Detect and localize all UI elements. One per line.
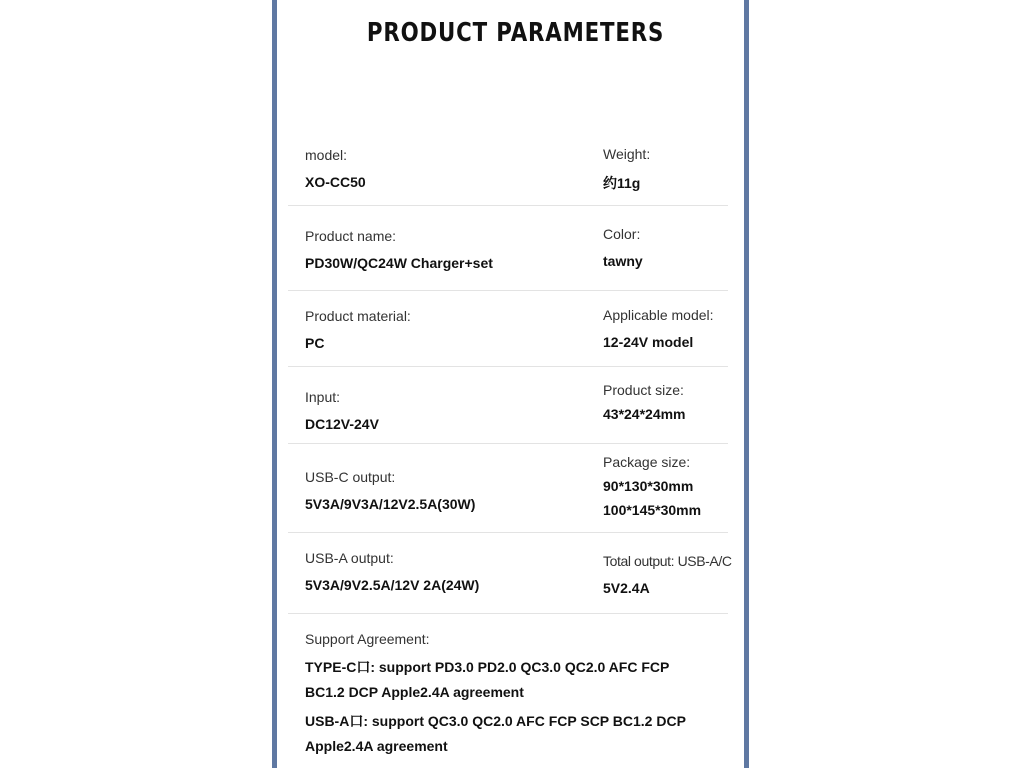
row-divider xyxy=(288,290,728,291)
support-line-type-c: TYPE-C口: support PD3.0 PD2.0 QC3.0 QC2.0 AFC FCP xyxy=(305,659,670,675)
product-material-value: PC xyxy=(305,335,325,351)
support-line-usb-a: USB-A口: support QC3.0 QC2.0 AFC FCP SCP BC1.2 DCP xyxy=(305,713,686,729)
model-label: model: xyxy=(305,147,348,163)
product-size-label: Product size: xyxy=(603,382,684,398)
support-agreement-label: Support Agreement: xyxy=(305,631,430,647)
left-side-bar xyxy=(272,0,277,768)
usb-c-output-label: USB-C output: xyxy=(305,469,396,485)
product-size-value: 43*24*24mm xyxy=(603,406,686,422)
model-value: XO-CC50 xyxy=(305,174,366,190)
product-name-value: PD30W/QC24W Charger+set xyxy=(305,255,493,271)
row-divider xyxy=(288,443,728,444)
package-size-value-2: 100*145*30mm xyxy=(603,502,702,518)
weight-value: 约11g xyxy=(603,175,641,191)
package-size-label: Package size: xyxy=(603,454,691,470)
color-label: Color: xyxy=(603,226,641,242)
applicable-model-value: 12-24V model xyxy=(603,334,694,350)
package-size-value: 90*130*30mm xyxy=(603,478,694,494)
color-value: tawny xyxy=(603,253,643,269)
row-divider xyxy=(288,366,728,367)
support-line-type-c-cont: BC1.2 DCP Apple2.4A agreement xyxy=(305,684,524,700)
usb-c-output-value: 5V3A/9V3A/12V2.5A(30W) xyxy=(305,496,476,512)
page-title: PRODUCT PARAMETERS xyxy=(366,18,665,48)
input-label: Input: xyxy=(305,389,341,405)
row-divider xyxy=(288,613,728,614)
support-line-usb-a-cont: Apple2.4A agreement xyxy=(305,738,448,754)
usb-a-output-value: 5V3A/9V2.5A/12V 2A(24W) xyxy=(305,577,480,593)
row-divider xyxy=(288,532,728,533)
weight-label: Weight: xyxy=(603,146,651,162)
total-output-value: 5V2.4A xyxy=(603,580,650,596)
applicable-model-label: Applicable model: xyxy=(603,307,714,323)
input-value: DC12V-24V xyxy=(305,416,379,432)
total-output-label: Total output: USB-A/C xyxy=(603,553,732,569)
row-divider xyxy=(288,205,728,206)
product-name-label: Product name: xyxy=(305,228,397,244)
right-side-bar xyxy=(744,0,749,768)
usb-a-output-label: USB-A output: xyxy=(305,550,394,566)
product-material-label: Product material: xyxy=(305,308,411,324)
